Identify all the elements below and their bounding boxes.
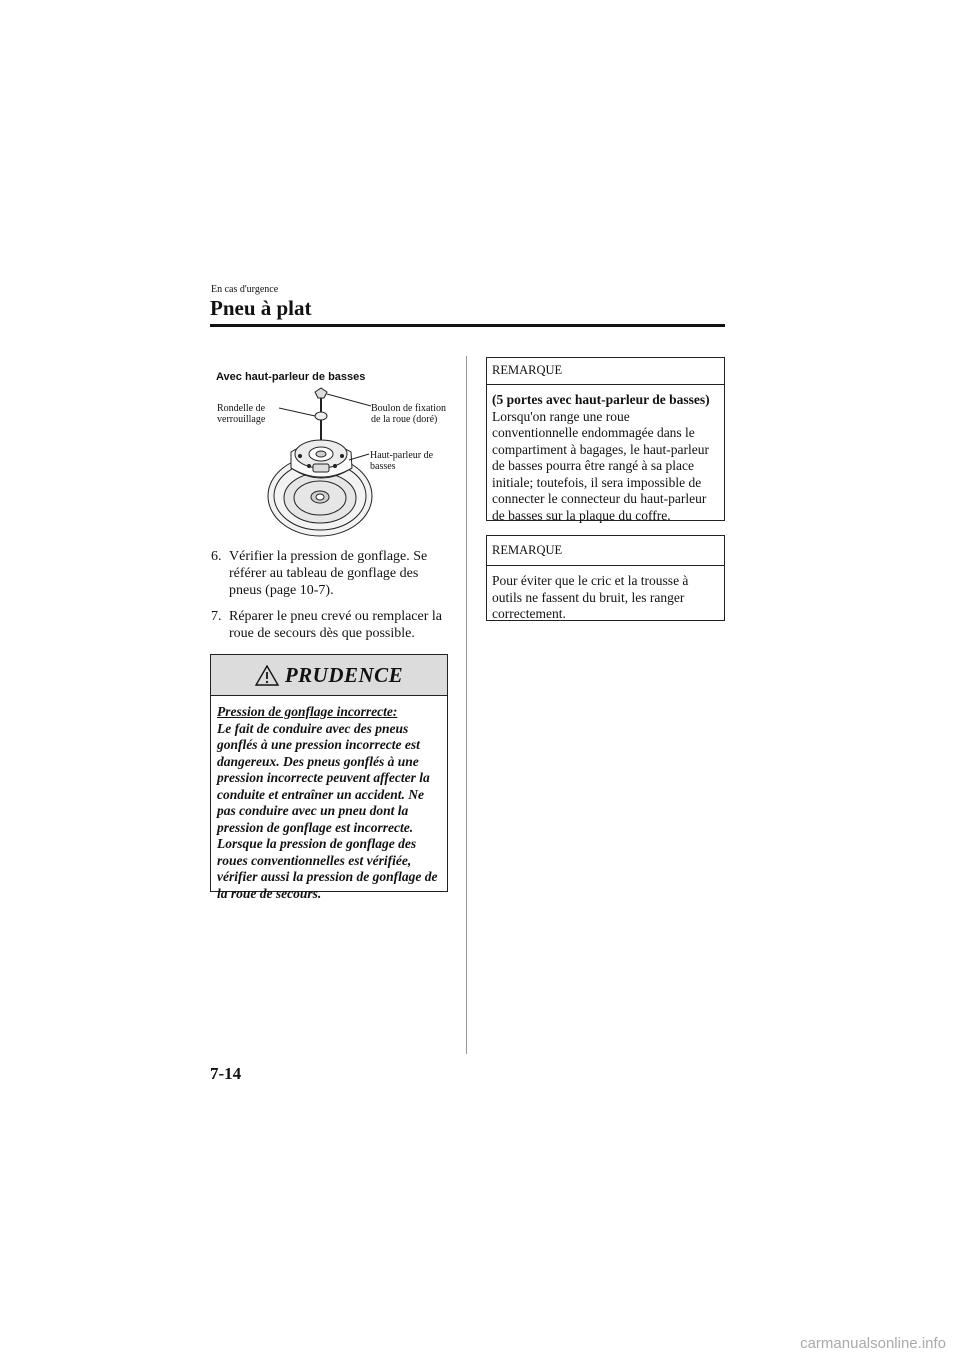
step-number: 7.: [211, 609, 222, 624]
watermark: carmanualsonline.info: [800, 1335, 946, 1352]
caution-subtitle: Pression de gonflage incorrecte:: [217, 704, 398, 719]
page-number: 7-14: [210, 1064, 242, 1083]
step-text: Réparer le pneu crevé ou remplacer la roue de secours dès que possible.: [229, 609, 442, 641]
note-title: REMARQUE: [487, 536, 724, 566]
title-rule: [210, 324, 725, 327]
step-text: Vérifier la pression de gonflage. Se référer au tableau de gonflage des pneus (page 10-7).: [229, 549, 428, 598]
callout-rondelle: Rondelle de verrouillage: [217, 403, 266, 425]
warning-triangle-icon: [255, 665, 279, 686]
caution-text: Le fait de conduire avec des pneus gonflés à une pression incorrecte est dangereux. Des pneus gonflés à une pression incorrecte peuvent affecter la conduite et entraîner un accident. Ne pas conduire avec un pneu dont la pression de gonflage est incorrecte. Lorsque la pression de gonflage des roues conventionnelles est vérifiée, vérifier aussi la pression de gonflage de la roue de secours.: [217, 720, 438, 901]
caution-title: PRUDENCE: [284, 662, 404, 687]
step-item: [211, 548, 451, 599]
caution-header: [211, 655, 447, 696]
step-number: 6.: [211, 549, 222, 564]
step-item: [211, 608, 451, 642]
note-box: [486, 357, 725, 521]
figure-caption: Avec haut-parleur de basses: [216, 371, 366, 383]
note-body: [487, 385, 724, 529]
page-title: Pneu à plat: [210, 296, 312, 320]
column-divider: [466, 356, 467, 1054]
callout-boulon: Boulon de fixation de la roue (doré): [371, 403, 446, 425]
note-title: REMARQUE: [487, 358, 724, 385]
note-condition: (5 portes avec haut-parleur de basses): [492, 392, 710, 407]
section-label: En cas d'urgence: [211, 284, 279, 295]
note-box: [486, 535, 725, 621]
callout-haut-parleur: Haut-parleur de basses: [370, 450, 434, 472]
caution-body: [211, 696, 447, 902]
note-text: Lorsqu'on range une roue conventionnelle endommagée dans le compartiment à bagages, le haut-parleur de basses pourra être rangé à sa place initiale; toutefois, il sera impossible de connecter le connecteur du haut-parleur de basses sur la plaque du coffre.: [492, 408, 710, 523]
note-body: Pour éviter que le cric et la trousse à outils ne fassent du bruit, les ranger correctement.: [492, 573, 689, 621]
caution-box: [210, 654, 448, 901]
